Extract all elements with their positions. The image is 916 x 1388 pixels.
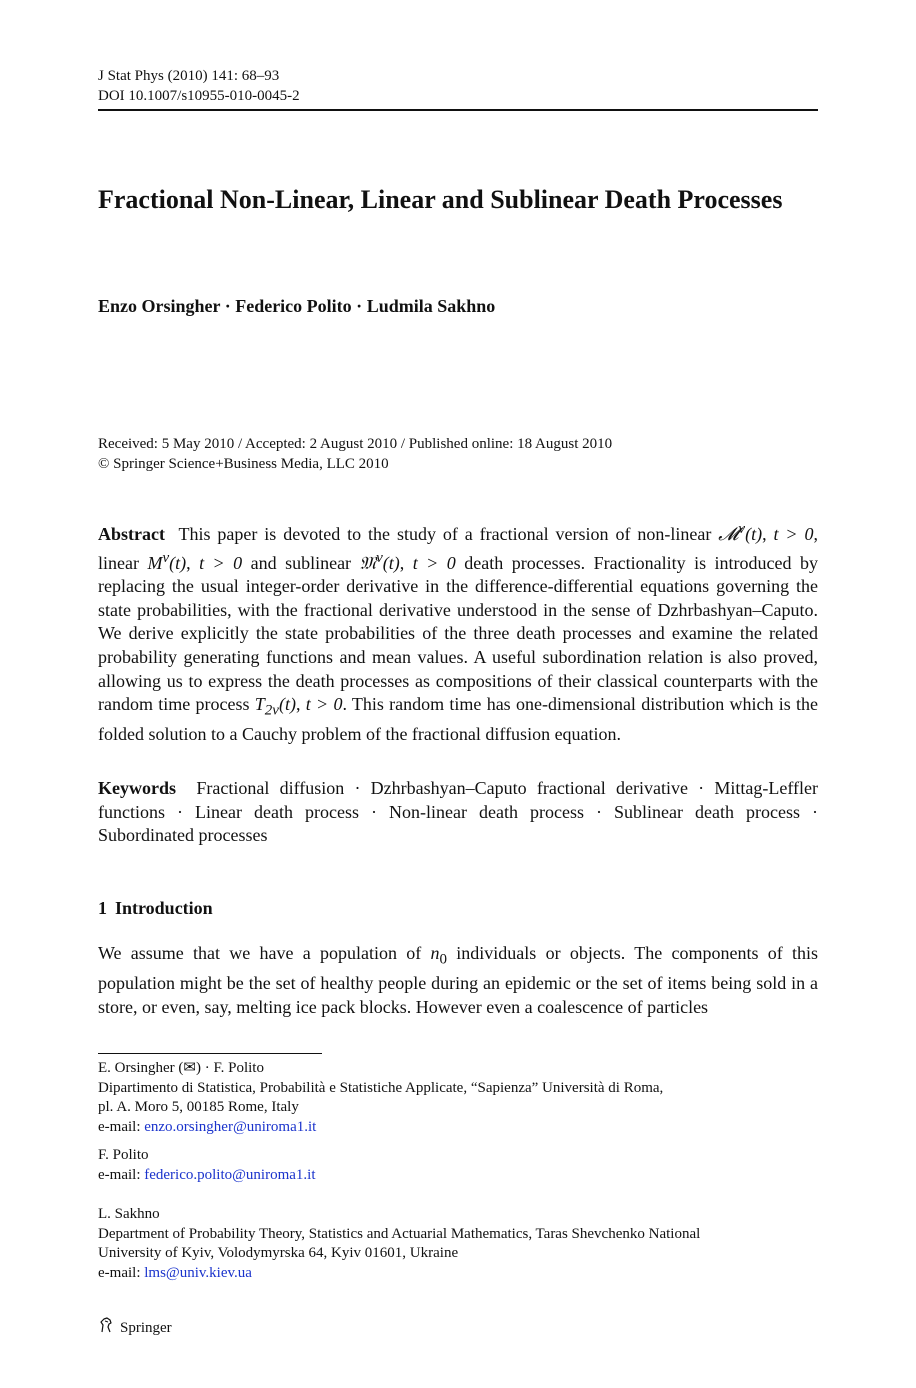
affiliation-names: L. Sakhno xyxy=(98,1206,160,1222)
abstract-text: This paper is devoted to the study of a fractional version of non-linear xyxy=(178,524,719,544)
math-argument: (t) xyxy=(745,524,763,544)
running-header xyxy=(98,66,300,106)
email-line xyxy=(98,1264,818,1284)
abstract-text: . This random time has one-dimensional distribution which is the folded solution to a Cauchy problem of the fractional diffusion equation. xyxy=(98,694,819,745)
math-symbol: 𝔐 xyxy=(359,552,377,573)
abstract-label: Abstract xyxy=(98,524,165,544)
math-symbol: M xyxy=(147,552,163,573)
affiliation-names xyxy=(98,1059,818,1079)
math-symbol: 𝓜 xyxy=(718,524,739,544)
email-link[interactable]: enzo.orsingher@uniroma1.it xyxy=(144,1118,317,1135)
paper-title: Fractional Non-Linear, Linear and Sublinear Death Processes xyxy=(98,185,783,214)
abstract-text: death processes. Fractionality is introduced by replacing the usual integer-order derivative in the difference-differential equations governing the state probabilities, with the fractional derivative understood in the sense of Dzhrbashyan–Caputo. We derive explicitly the state probabilities of the three death processes and examine the related probability generating functions and mean values. A useful subordination relation is also proved, allowing us to express the death processes as compositions of their classical counterparts with the random time process xyxy=(98,552,818,715)
math-condition: t > 0 xyxy=(305,694,343,715)
doi: DOI 10.1007/s10955-010-0045-2 xyxy=(98,88,300,104)
section-title: Introduction xyxy=(115,898,213,918)
keywords xyxy=(98,777,818,848)
author-separator: · xyxy=(220,296,236,316)
math-condition: t > 0 xyxy=(199,552,243,573)
author-name: Enzo Orsingher xyxy=(98,296,221,316)
math-symbol: T xyxy=(254,694,265,715)
author-name: Federico Polito xyxy=(235,296,352,316)
abstract-text: , xyxy=(186,552,200,573)
affiliation-text: E. Orsingher ( xyxy=(98,1060,184,1076)
publisher-name: Springer xyxy=(120,1320,172,1336)
math-argument: (t) xyxy=(169,552,187,573)
header-rule xyxy=(98,109,818,111)
section-heading xyxy=(98,897,213,919)
section-number: 1 xyxy=(98,898,107,918)
affiliation-address: University of Kyiv, Volodymyrska 64, Kyiv 01601, Ukraine xyxy=(98,1245,459,1261)
abstract xyxy=(98,518,818,747)
affiliation-block xyxy=(98,1059,818,1137)
keywords-text: Fractional diffusion · Dzhrbashyan–Caputo fractional derivative · Mittag-Leffler functions · Linear death process · Non-linear death process · Sublinear death process · Subordinated processes xyxy=(98,778,818,846)
footnote-rule xyxy=(98,1053,322,1054)
email-label: e-mail: xyxy=(98,1166,145,1183)
math-argument: (t) xyxy=(382,552,400,573)
keywords-label: Keywords xyxy=(98,778,176,798)
publisher-footer xyxy=(98,1316,172,1340)
affiliation-institution: Dipartimento di Statistica, Probabilità e Statistiche Applicate, “Sapienza” Università di Roma, xyxy=(98,1079,664,1096)
math-condition: t > 0 xyxy=(773,524,814,544)
math-superscript: ν xyxy=(162,549,170,566)
affiliation-institution: Department of Probability Theory, Statistics and Actuarial Mathematics, Taras Shevchenko National xyxy=(98,1225,701,1242)
math-argument: (t) xyxy=(278,694,296,715)
email-line xyxy=(98,1118,818,1138)
abstract-text: , xyxy=(762,524,774,544)
email-link[interactable]: lms@univ.kiev.ua xyxy=(144,1264,252,1281)
envelope-icon: ✉ xyxy=(183,1060,196,1076)
abstract-text: , xyxy=(295,694,306,715)
affiliation-address: pl. A. Moro 5, 00185 Rome, Italy xyxy=(98,1099,299,1115)
body-text: We assume that we have a population of xyxy=(98,943,431,963)
math-symbol: n xyxy=(430,943,440,963)
affiliation-block xyxy=(98,1205,818,1283)
math-superscript: ν xyxy=(376,549,383,566)
email-label: e-mail: xyxy=(98,1118,145,1135)
introduction-paragraph xyxy=(98,942,818,1019)
affiliation-names: F. Polito xyxy=(98,1147,149,1163)
journal-citation: J Stat Phys (2010) 141: 68–93 xyxy=(98,68,280,84)
author-separator: · xyxy=(351,296,367,316)
affiliation-block xyxy=(98,1146,818,1185)
abstract-text: , xyxy=(399,552,413,573)
author-name: Ludmila Sakhno xyxy=(366,296,496,316)
email-line xyxy=(98,1166,818,1186)
math-condition: t > 0 xyxy=(412,552,456,573)
abstract-text: , linear xyxy=(98,524,818,573)
affiliation-text: ) · F. Polito xyxy=(195,1060,264,1076)
copyright-line: © Springer Science+Business Media, LLC 2010 xyxy=(98,455,389,472)
abstract-text: and sublinear xyxy=(242,552,360,573)
email-label: e-mail: xyxy=(98,1264,145,1281)
author-list xyxy=(98,295,495,317)
math-subscript: 2ν xyxy=(264,702,279,719)
math-superscript: ν xyxy=(738,521,746,537)
body-text: individuals or objects. The components of this population might be the set of healthy people during an epidemic or the set of items being sold in a store, or even, say, melting ice pack blocks. However even a coalescence of particles xyxy=(98,943,818,1017)
springer-horse-icon xyxy=(98,1316,116,1340)
received-line: Received: 5 May 2010 / Accepted: 2 August 2010 / Published online: 18 August 2010 xyxy=(98,436,613,452)
publication-dates xyxy=(98,435,612,474)
email-link[interactable]: federico.polito@uniroma1.it xyxy=(144,1166,316,1183)
math-subscript: 0 xyxy=(439,951,448,968)
